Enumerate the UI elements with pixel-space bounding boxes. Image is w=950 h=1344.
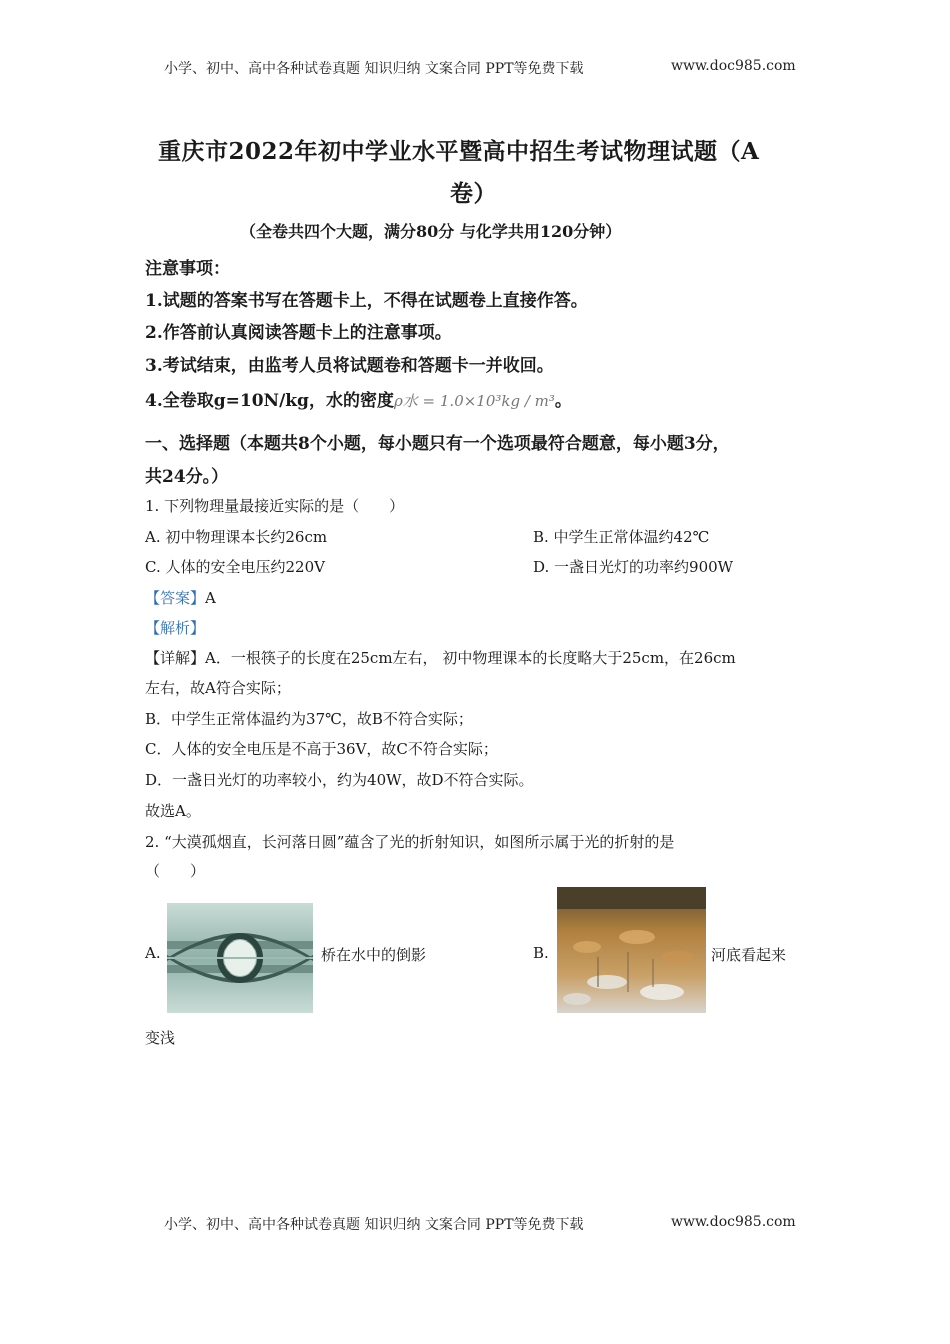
q2-option-b-text: 河底看起来 [711,946,787,964]
footer-text: 小学、初中、高中各种试卷真题 知识归纳 文案合同 PPT等免费下载 [164,1217,584,1233]
detail-text: A．一根筷子的长度在25cm左右， 初中物理课本的长度略大于25cm，在26cm [205,649,736,667]
q2-option-a-text: 桥在水中的倒影 [321,946,427,964]
q1-detail-b: B．中学生正常体温约为37℃，故B不符合实际； [145,710,473,728]
q2-stem-line2: （ ） [145,862,206,880]
analysis-tag: 【解析】 [145,619,206,637]
notes-item-4-prefix: 4.全卷取g=10N/kg，水的密度 [145,391,394,411]
density-formula: ρ水 = 1.0×10³kg / m³ [393,392,555,410]
header-link[interactable]: www.doc985.com [671,58,796,74]
q1-detail-line2: 左右，故A符合实际； [145,679,291,697]
notes-item-4-suffix: 。 [554,391,572,411]
q1-detail-d: D．一盏日光灯的功率较小，约为40W，故D不符合实际。 [145,771,534,789]
answer-value: A [205,589,216,607]
riverbed-image [557,887,706,1013]
q2-stem-line1: 2. “大漠孤烟直，长河落日圆”蕴含了光的折射知识，如图所示属于光的折射的是 [145,833,675,851]
page-title-line2: 卷） [450,180,497,207]
q1-detail-c: C．人体的安全电压是不高于36V，故C不符合实际； [145,740,498,758]
q1-option-c: C. 人体的安全电压约220V [145,558,325,576]
q1-conclusion: 故选A。 [145,802,201,820]
notes-item-3: 3.考试结束，由监考人员将试题卷和答题卡一并收回。 [145,356,554,376]
q1-option-b: B. 中学生正常体温约42℃ [533,528,710,546]
notes-item-4 [145,386,572,411]
q1-detail-line1 [145,647,736,668]
q2-option-b-label: B. [533,944,549,962]
notes-heading: 注意事项： [145,259,230,279]
q1-option-a: A. 初中物理课本长约26cm [145,528,328,546]
notes-item-2: 2.作答前认真阅读答题卡上的注意事项。 [145,323,452,343]
page-title-line1: 重庆市2022年初中学业水平暨高中招生考试物理试题（A [158,138,760,165]
q1-answer [145,587,216,608]
q2-option-a-label: A. [145,944,161,962]
section-heading-line1: 一、选择题（本题共8个小题，每小题只有一个选项最符合题意，每小题3分， [145,434,730,454]
page-subtitle: （全卷共四个大题，满分80分 与化学共用120分钟） [240,222,622,241]
bridge-reflection-image [167,903,313,1013]
detail-tag: 【详解】 [145,649,206,667]
footer-link[interactable]: www.doc985.com [671,1214,796,1230]
q1-option-d: D. 一盏日光灯的功率约900W [533,558,734,576]
header-text: 小学、初中、高中各种试卷真题 知识归纳 文案合同 PPT等免费下载 [164,61,584,77]
section-heading-line2: 共24分。） [145,467,229,487]
answer-tag: 【答案】 [145,589,206,607]
notes-item-1: 1.试题的答案书写在答题卡上，不得在试题卷上直接作答。 [145,291,588,311]
q2-option-b-continued: 变浅 [145,1029,176,1047]
q1-stem: 1. 下列物理量最接近实际的是（ ） [145,497,405,515]
